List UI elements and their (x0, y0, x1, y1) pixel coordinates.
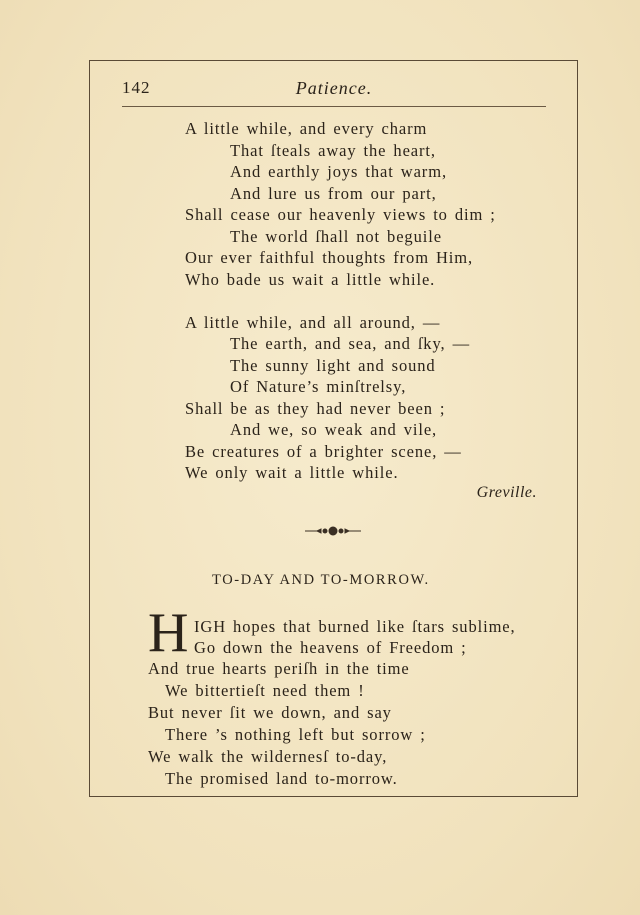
poem-line: And true hearts periſh in the time (148, 659, 410, 678)
poem-line: We bittertieſt need them ! (165, 681, 365, 700)
poem-line: Be creatures of a brighter scene, — (185, 442, 462, 461)
page-header (122, 78, 546, 100)
running-title: Patience. (295, 78, 373, 98)
poem-line: And lure us from our part, (230, 184, 437, 203)
poem-line: Go down the heavens of Freedom ; (194, 638, 467, 657)
ornament-divider-icon (303, 524, 363, 538)
attribution: Greville. (476, 484, 537, 501)
poem-line: We walk the wildernesſ to-day, (148, 747, 388, 766)
poem-line: Shall cease our heavenly views to dim ; (185, 205, 496, 224)
poem-line: Our ever faithful thoughts from Him, (185, 248, 474, 267)
poem-line: That ſteals away the heart, (230, 141, 436, 160)
poem-line: Who bade us wait a little while. (185, 270, 436, 289)
poem-line: Of Nature’s minſtrelsy, (230, 377, 407, 396)
poem-line: We only wait a little while. (185, 463, 399, 482)
poem-line: The promised land to-morrow. (165, 769, 398, 788)
poem-line: The sunny light and sound (230, 356, 436, 375)
poem-line: And earthly joys that warm, (230, 162, 447, 181)
poem-line: The world ſhall not beguile (230, 227, 442, 246)
poem-line: The earth, and sea, and ſky, — (230, 334, 470, 353)
header-rule (122, 106, 546, 107)
poem-line: A little while, and every charm (185, 119, 428, 138)
poem-title: TO-DAY AND TO-MORROW. (212, 572, 430, 588)
page-number: 142 (122, 78, 151, 97)
poem-line: And we, so weak and vile, (230, 420, 438, 439)
poem-line: But never ſit we down, and say (148, 703, 392, 722)
poem-line: There ’s nothing left but sorrow ; (165, 725, 426, 744)
poem-line: IGH hopes that burned like ſtars sublime, (194, 617, 516, 636)
poem-line: A little while, and all around, — (185, 313, 441, 332)
drop-cap: H (148, 602, 189, 664)
poem-line: Shall be as they had never been ; (185, 399, 446, 418)
